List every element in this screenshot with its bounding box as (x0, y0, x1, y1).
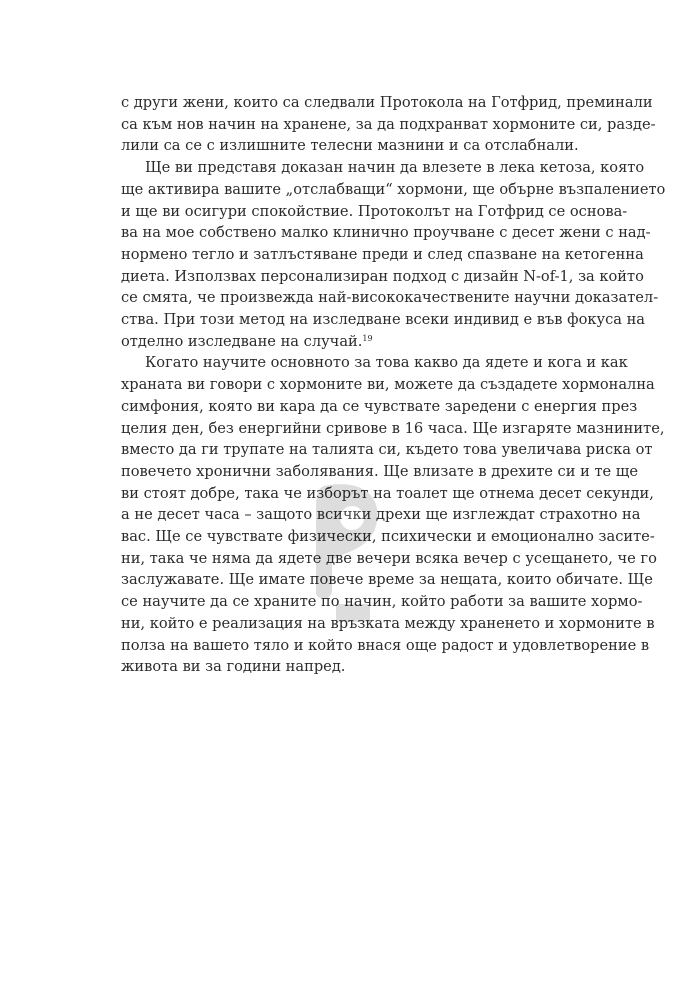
text-line-content: ва на мое собствено малко клинично проучване с десет жени с над- (121, 224, 651, 242)
text-line (121, 135, 599, 157)
text-line (121, 396, 638, 418)
text-line-content: заслужавате. Ще имате повече време за нещата, които обичате. Ще (121, 571, 653, 589)
text-line-content: ще активира вашите „отслабващи“ хормони, ще обърне възпалението (121, 180, 666, 198)
text-line (121, 179, 666, 201)
text-line-content: се смята, че произвежда най-висококачествените научни доказател- (121, 289, 659, 307)
text-line (121, 222, 651, 244)
text-line-content: целия ден, без енергийни сривове в 16 часа. Ще изгаряте мазнините, (121, 419, 665, 437)
text-line-content: са към нов начин на хранене, за да подхранват хормоните си, разде- (121, 115, 656, 133)
text-line (121, 114, 656, 136)
paragraph (121, 157, 666, 352)
text-line (121, 374, 655, 396)
text-line (121, 656, 599, 678)
text-line-content: отделно изследване на случай. (121, 332, 363, 350)
text-line-content: полза на вашето тяло и който внася още радост и удовлетворение в (121, 636, 650, 654)
text-line-content: Когато научите основното за това какво да ядете и кога и как (145, 354, 628, 372)
text-line (121, 244, 644, 266)
text-line-content: ни, който е реализация на връзката между храненето и хормоните в (121, 614, 655, 632)
text-line (121, 309, 646, 331)
text-line-content: лили са се с излишните телесни мазнини и са отслабнали. (121, 137, 579, 155)
text-line (121, 331, 599, 353)
publisher-watermark-icon (306, 478, 386, 628)
text-line-content: ства. При този метод на изследване всеки индивид е във фокуса на (121, 311, 646, 329)
text-line-content: нормено тегло и затлъстяване преди и след спазване на кетогенна (121, 245, 644, 263)
text-line-content: вас. Ще се чувствате физически, психически и емоционално засите- (121, 528, 655, 546)
paragraph (121, 92, 656, 157)
text-line-content: вместо да ги трупате на талията си, където това увеличава риска от (121, 441, 653, 459)
text-line-content: повечето хронични заболявания. Ще влизате в дрехите си и те ще (121, 462, 639, 480)
text-line-content: живота ви за години напред. (121, 658, 346, 676)
text-line-content: ви стоят добре, така че изборът на тоалет ще отнема десет секунди, (121, 484, 654, 502)
text-line (121, 635, 650, 657)
text-line-content: а не десет часа – защото всички дрехи ще изглеждат страхотно на (121, 506, 641, 524)
text-line-content: се научите да се храните по начин, който работи за вашите хормо- (121, 593, 643, 611)
text-line-content: симфония, която ви кара да се чувствате заредени с енергия през (121, 397, 638, 415)
text-line (121, 266, 644, 288)
text-line (121, 287, 659, 309)
text-line (121, 157, 645, 179)
text-line (121, 201, 628, 223)
text-line-content: и ще ви осигури спокойствие. Протоколът на Готфрид се основа- (121, 202, 628, 220)
text-line-content: ни, така че няма да ядете две вечери всяка вечер с усещането, че го (121, 549, 657, 567)
text-line-content: храната ви говори с хормоните ви, можете да създадете хормонална (121, 376, 655, 394)
text-line-content: Ще ви представя доказан начин да влезете в лека кетоза, която (145, 159, 645, 177)
text-line-content: с други жени, които са следвали Протокола на Готфрид, преминали (121, 94, 653, 111)
footnote-reference[interactable]: 19 (362, 333, 373, 343)
text-line (121, 439, 653, 461)
text-line (121, 418, 665, 440)
text-line (121, 352, 628, 374)
text-line (121, 92, 653, 114)
text-line-content: диета. Използвах персонализиран подход с дизайн N-of-1, за който (121, 267, 644, 285)
